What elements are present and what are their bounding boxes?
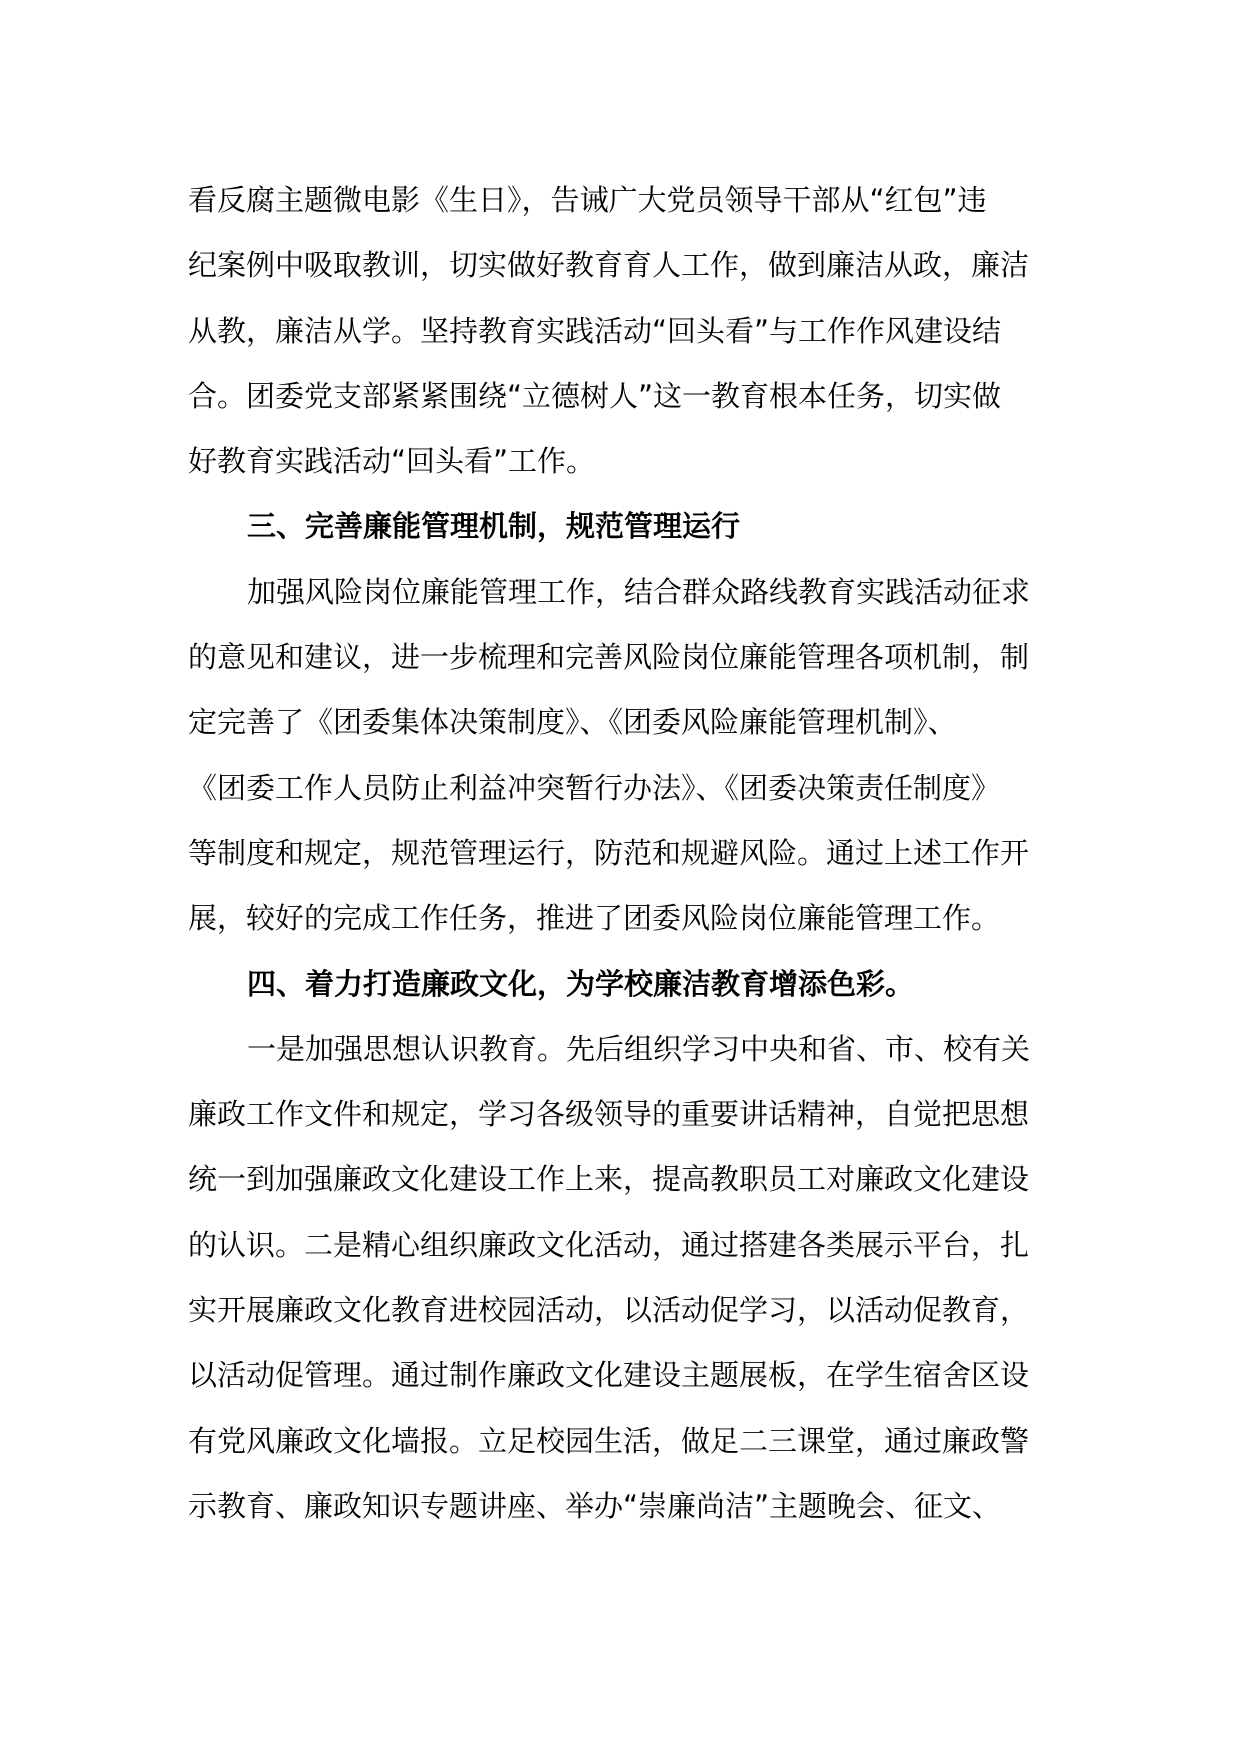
paragraph-line: 以活动促管理。通过制作廉政文化建设主题展板，在学生宿舍区设 [188, 1358, 1030, 1393]
paragraph-line: 廉政工作文件和规定，学习各级领导的重要讲话精神，自觉把思想 [188, 1097, 1030, 1132]
paragraph-line: 一是加强思想认识教育。先后组织学习中央和省、市、校有关 [247, 1031, 1031, 1066]
paragraph-line: 的意见和建议，进一步梳理和完善风险岗位廉能管理各项机制，制 [188, 640, 1030, 675]
section-heading-3: 三、完善廉能管理机制，规范管理运行 [247, 509, 741, 544]
paragraph-line: 的认识。二是精心组织廉政文化活动，通过搭建各类展示平台，扎 [188, 1227, 1030, 1262]
paragraph-line: 看反腐主题微电影《生日》，告诫广大党员领导干部从“红包”违 [188, 183, 987, 217]
paragraph-line: 《团委工作人员防止利益冲突暂行办法》、《团委决策责任制度》 [188, 770, 1001, 805]
paragraph-line: 实开展廉政文化教育进校园活动，以活动促学习，以活动促教育， [188, 1293, 1030, 1328]
paragraph-line: 纪案例中吸取教训，切实做好教育育人工作，做到廉洁从政，廉洁 [188, 248, 1030, 283]
paragraph-line: 定完善了《团委集体决策制度》、《团委风险廉能管理机制》、 [188, 705, 957, 740]
paragraph-line: 统一到加强廉政文化建设工作上来，提高教职员工对廉政文化建设 [188, 1162, 1030, 1197]
section-heading-4: 四、着力打造廉政文化，为学校廉洁教育增添色彩。 [247, 966, 915, 1001]
paragraph-line: 示教育、廉政知识专题讲座、举办“崇廉尚洁”主题晚会、征文、 [188, 1488, 1002, 1523]
document-body [188, 168, 1048, 1539]
paragraph-line: 等制度和规定，规范管理运行，防范和规避风险。通过上述工作开 [188, 835, 1030, 870]
paragraph-line: 从教，廉洁从学。坚持教育实践活动“回头看”与工作作风建设结 [188, 313, 1002, 348]
paragraph-line: 好教育实践活动“回头看”工作。 [188, 444, 596, 479]
paragraph-line: 有党风廉政文化墙报。立足校园生活，做足二三课堂，通过廉政警 [188, 1423, 1030, 1458]
paragraph-line: 展，较好的完成工作任务，推进了团委风险岗位廉能管理工作。 [188, 901, 1001, 936]
paragraph-line: 加强风险岗位廉能管理工作，结合群众路线教育实践活动征求 [247, 574, 1031, 609]
paragraph-line: 合。团委党支部紧紧围绕“立德树人”这一教育根本任务，切实做 [188, 378, 1002, 413]
